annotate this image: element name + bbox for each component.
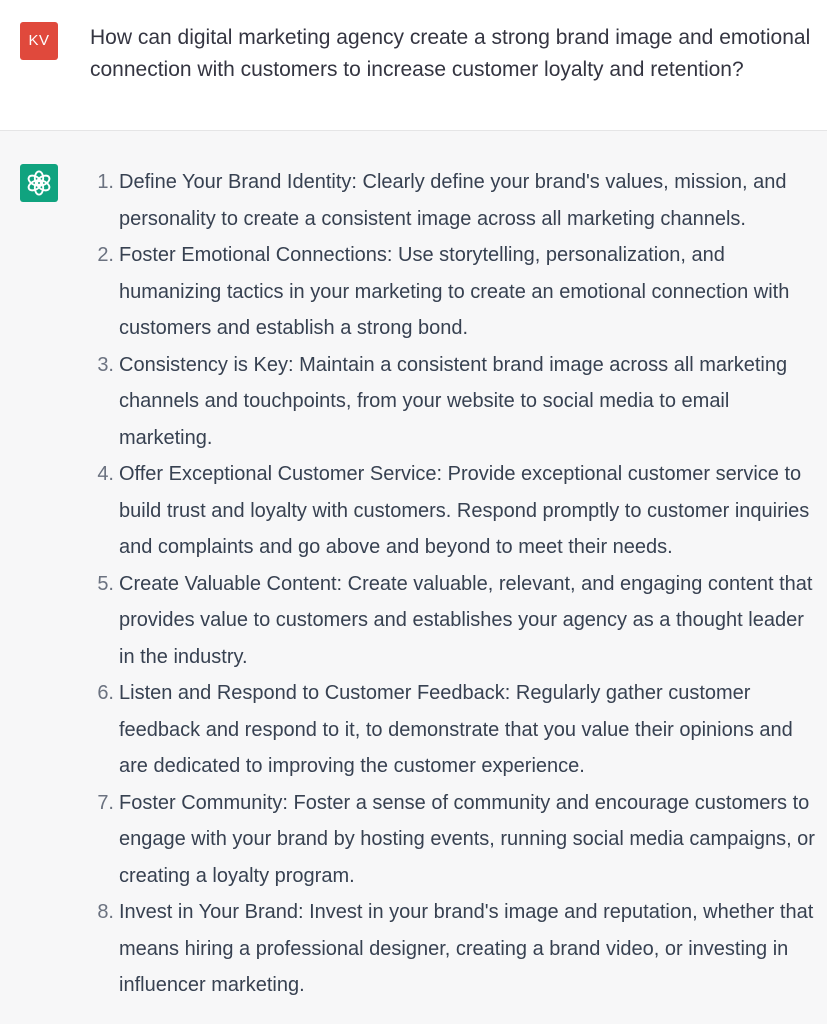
openai-logo-icon <box>20 164 58 202</box>
assistant-message <box>0 131 827 1024</box>
list-item <box>97 347 819 457</box>
list-item-text: Create Valuable Content: Create valuable, relevant, and engaging content that provides value to customers and establishes your agency as a thought leader in the industry. <box>119 572 813 668</box>
list-item-text: Listen and Respond to Customer Feedback: Regularly gather customer feedback and respond to it, to demonstrate that you value their opinions and are dedicated to improving the customer experience. <box>119 682 793 777</box>
list-item-text: Invest in Your Brand: Invest in your brand's image and reputation, whether that means hiring a professional designer, creating a brand video, or investing in influencer marketing. <box>119 901 814 996</box>
list-item <box>97 894 819 1004</box>
user-message-text: How can digital marketing agency create a strong brand image and emotional connection with customers to increase customer loyalty and retention? <box>90 26 811 81</box>
list-item-text: Foster Community: Foster a sense of community and encourage customers to engage with your brand by hosting events, running social media campaigns, or creating a loyalty program. <box>119 791 815 887</box>
list-item-number: 8. <box>97 901 114 923</box>
list-item <box>97 164 819 237</box>
user-message <box>0 0 827 131</box>
list-item-text: Foster Emotional Connections: Use storytelling, personalization, and humanizing tactics in your marketing to create an emotional connection with customers and establish a strong bond. <box>119 244 790 339</box>
list-item-text: Consistency is Key: Maintain a consistent brand image across all marketing channels and touchpoints, from your website to social media to email marketing. <box>119 353 788 449</box>
list-item-text: Offer Exceptional Customer Service: Provide exceptional customer service to build trust and loyalty with customers. Respond promptly to customer inquiries and complaints and go above and beyond to meet their needs. <box>119 463 810 558</box>
list-item-number: 5. <box>97 572 114 595</box>
list-item-text: Define Your Brand Identity: Clearly define your brand's values, mission, and personality to create a consistent image across all marketing channels. <box>119 171 787 230</box>
list-item <box>97 566 819 676</box>
list-item <box>97 675 819 785</box>
list-item <box>97 785 819 895</box>
answer-list <box>97 164 819 1004</box>
list-item-number: 7. <box>97 791 114 814</box>
list-item-number: 4. <box>97 463 114 485</box>
list-item <box>97 237 819 347</box>
list-item <box>97 456 819 566</box>
openai-logo-icon <box>25 169 53 197</box>
list-item-number: 2. <box>97 244 114 266</box>
user-avatar: KV <box>20 22 58 60</box>
list-item-number: 6. <box>97 682 114 704</box>
list-item-number: 3. <box>97 353 114 376</box>
list-item-number: 1. <box>97 171 114 193</box>
